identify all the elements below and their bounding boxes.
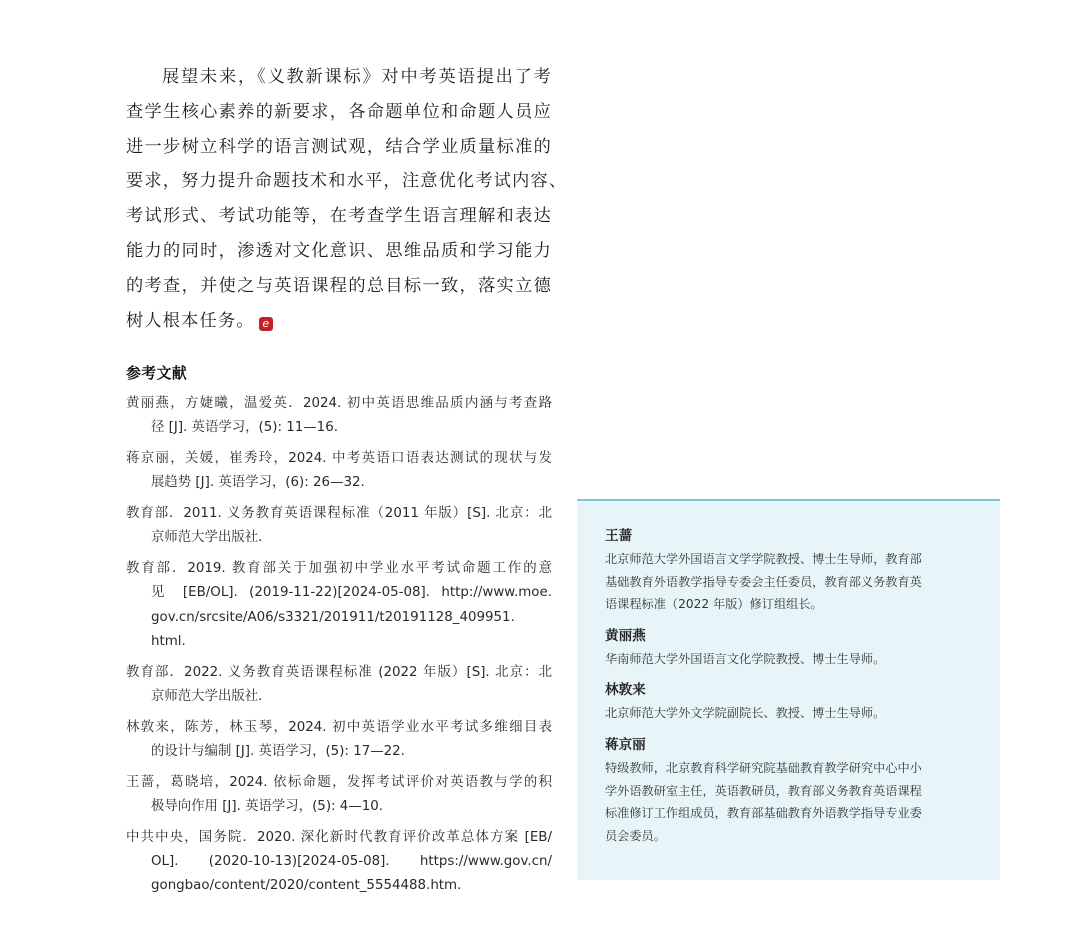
reference-line: 教育部．2019. 教育部关于加强初中学业水平考试命题工作的意 xyxy=(126,561,552,577)
reference-line: 京师范大学出版社． xyxy=(151,530,272,546)
reference-line: 教育部．2011. 义务教育英语课程标准（2011 年版）[S]. 北京：北 xyxy=(126,506,552,522)
author-description xyxy=(605,702,972,725)
body-line: 要求，努力提升命题技术和水平，注意优化考试内容、 xyxy=(126,171,568,192)
reference-line: OL]. (2020-10-13)[2024-05-08]. https://www.gov.cn/ xyxy=(151,853,552,869)
reference-item xyxy=(126,716,552,764)
author-desc-line: 华南师范大学外国语言文化学院教授、博士生导师。 xyxy=(605,651,886,666)
author-entry xyxy=(605,625,972,671)
reference-line: gongbao/content/2020/content_5554488.htm. xyxy=(151,878,462,894)
reference-item xyxy=(126,771,552,819)
article-end-icon: e xyxy=(259,317,273,331)
reference-line: 蒋京丽，关媛，崔秀玲，2024. 中考英语口语表达测试的现状与发 xyxy=(126,451,552,467)
author-description xyxy=(605,648,972,671)
author-name: 蒋京丽 xyxy=(605,736,646,753)
author-name: 王蔷 xyxy=(605,528,633,544)
author-desc-line: 特级教师，北京教育科学研究院基础教育教学研究中心中小 xyxy=(605,760,922,775)
author-desc-line: 基础教育外语教学指导专委会主任委员，教育部义务教育英 xyxy=(605,574,922,589)
reference-item xyxy=(126,392,552,440)
reference-line: 的设计与编制 [J]. 英语学习，(5): 17—22. xyxy=(151,743,405,759)
references-heading: 参考文献 xyxy=(126,365,188,382)
reference-line: 黄丽燕，方婕曦，温爱英．2024. 初中英语思维品质内涵与考查路 xyxy=(126,396,552,412)
reference-line: 王蔷，葛晓培，2024. 依标命题，发挥考试评价对英语教与学的积 xyxy=(126,774,552,790)
body-line: 能力的同时，渗透对文化意识、思维品质和学习能力 xyxy=(126,240,552,261)
author-desc-line: 学外语教研室主任，英语教研员，教育部义务教育英语课程 xyxy=(605,783,922,798)
reference-line: html. xyxy=(151,633,186,649)
body-line: 考试形式、考试功能等，在考查学生语言理解和表达 xyxy=(126,206,552,227)
author-desc-line: 北京师范大学外国语言文学学院教授、博士生导师，教育部 xyxy=(605,552,922,566)
reference-line: 林敦来，陈芳，林玉琴，2024. 初中英语学业水平考试多维细目表 xyxy=(126,719,552,735)
reference-line: 径 [J]. 英语学习，(5): 11—16. xyxy=(151,420,338,436)
body-line: 进一步树立科学的语言测试观，结合学业质量标准的 xyxy=(126,136,552,157)
author-entry xyxy=(605,679,972,725)
author-bio-box xyxy=(577,499,1000,880)
author-desc-line: 语课程标准（2022 年版）修订组组长。 xyxy=(605,597,823,612)
author-description xyxy=(605,548,972,616)
reference-item xyxy=(126,447,552,495)
body-line-last xyxy=(126,304,552,339)
reference-line: 京师范大学出版社． xyxy=(151,688,272,704)
body-line: 的考查，并使之与英语课程的总目标一致，落实立德 xyxy=(126,275,552,296)
author-desc-line: 标准修订工作组成员，教育部基础教育外语教学指导专业委 xyxy=(605,806,922,821)
reference-line: 见 [EB/OL]. (2019-11-22)[2024-05-08]. http://www.moe. xyxy=(151,585,552,601)
reference-line: 展趋势 [J]. 英语学习，(6): 26—32. xyxy=(151,475,365,491)
reference-item xyxy=(126,826,552,899)
reference-line: gov.cn/srcsite/A06/s3321/201911/t20191128_409951. xyxy=(151,609,515,625)
author-entry xyxy=(605,734,972,847)
author-desc-line: 北京师范大学外文学院副院长、教授、博士生导师。 xyxy=(605,706,886,721)
author-description xyxy=(605,757,972,847)
body-line-text: 树人根本任务。 xyxy=(126,310,255,331)
reference-item xyxy=(126,557,552,654)
body-line: 展望未来，《义教新课标》对中考英语提出了考 xyxy=(162,67,552,87)
author-name: 黄丽燕 xyxy=(605,627,646,644)
reference-item xyxy=(126,661,552,709)
author-desc-line: 员会委员。 xyxy=(605,828,666,843)
references-section xyxy=(126,362,552,905)
author-name: 林敦来 xyxy=(605,682,646,699)
reference-line: 中共中央，国务院．2020. 深化新时代教育评价改革总体方案 [EB/ xyxy=(126,829,552,845)
reference-line: 极导向作用 [J]. 英语学习，(5): 4—10. xyxy=(151,798,384,814)
body-paragraph xyxy=(126,60,568,338)
reference-item xyxy=(126,502,552,550)
body-line: 查学生核心素养的新要求，各命题单位和命题人员应 xyxy=(126,101,552,122)
author-entry xyxy=(605,525,972,616)
reference-line: 教育部．2022. 义务教育英语课程标准 (2022 年版）[S]. 北京：北 xyxy=(126,664,552,680)
